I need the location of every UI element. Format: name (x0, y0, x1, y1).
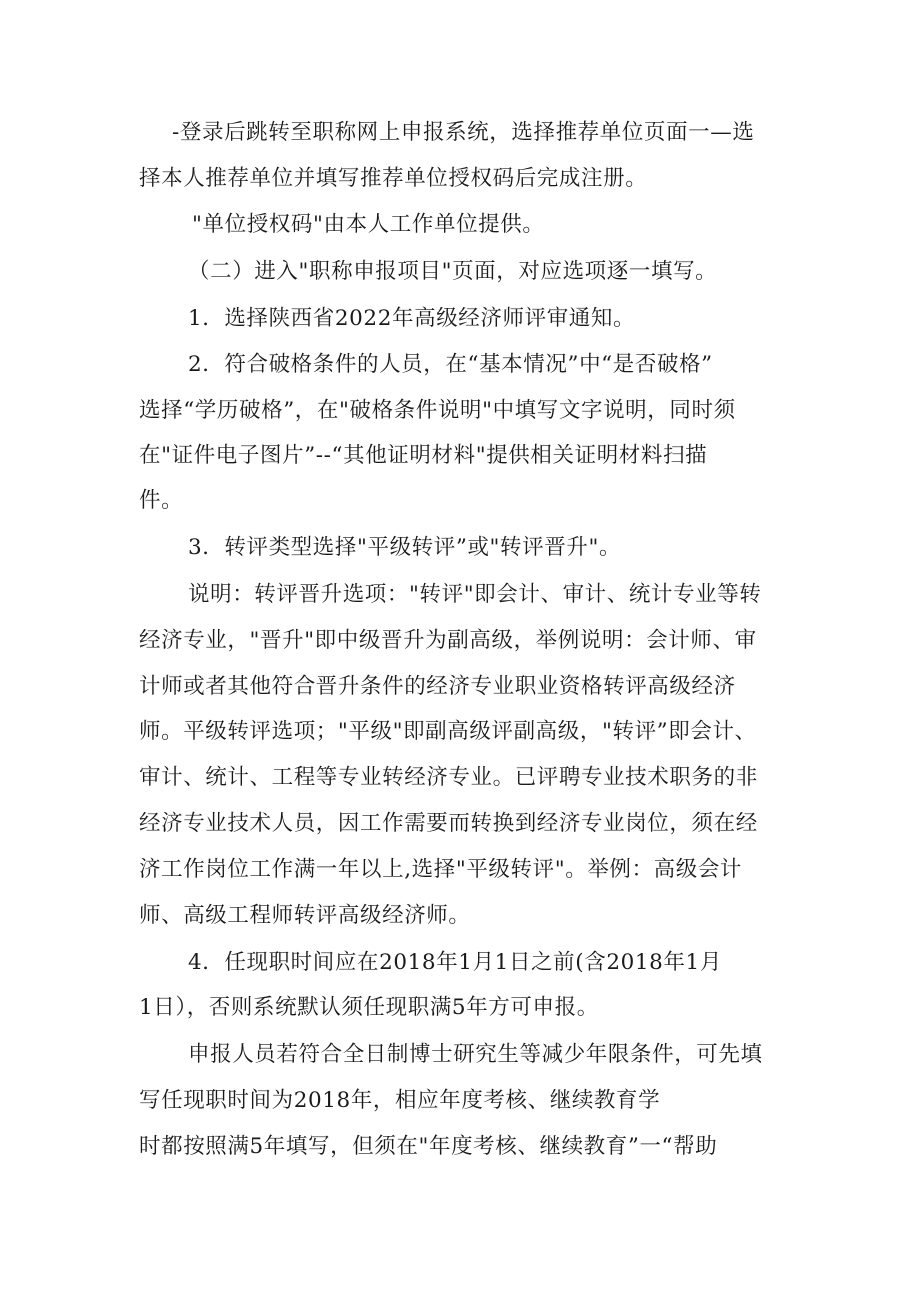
text-line: （二）进入"职称申报项目"页面，对应选项逐一填写。 (188, 259, 718, 284)
text-line: 选择“学历破格”，在"破格条件说明"中填写文字说明，同时须 (139, 398, 736, 423)
text-line: 济工作岗位工作满一年以上,选择"平级转评"。举例：高级会计 (139, 857, 743, 882)
text-line: 4．任现职时间应在2018年1月1日之前(含2018年1月 (188, 950, 722, 975)
text-line: 师、高级工程师转评高级经济师。 (139, 903, 471, 928)
text-line: 说明：转评晋升选项："转评"即会计、审计、统计专业等转 (188, 582, 762, 607)
text-line: 计师或者其他符合晋升条件的经济专业职业资格转评高级经济 (139, 674, 736, 699)
text-line: 申报人员若符合全日制博士研究生等减少年限条件，可先填 (188, 1042, 763, 1067)
text-line: 写任现职时间为2018年，相应年度考核、继续教育学 (139, 1088, 661, 1113)
text-line: 经济专业技术人员，因工作需要而转换到经济专业岗位，须在经 (139, 811, 758, 836)
text-line: 审计、统计、工程等专业转经济专业。已评聘专业技术职务的非 (139, 765, 758, 790)
text-line: 1．选择陕西省2022年高级经济师评审通知。 (188, 306, 636, 331)
text-line: 在"证件电子图片”--“其他证明材料"提供相关证明材料扫描 (139, 443, 708, 468)
text-line: 择本人推荐单位并填写推荐单位授权码后完成注册。 (139, 166, 648, 191)
text-line: 经济专业，"晋升"即中级晋升为副高级，举例说明：会计师、审 (139, 628, 757, 653)
text-line: "单位授权码"由本人工作单位提供。 (192, 212, 545, 237)
text-line: 时都按照满5年填写，但须在"年度考核、继续教育”一“帮助 (139, 1134, 718, 1159)
text-line: 师。平级转评选项；"平级"即副高级评副高级，"转评”即会计、 (139, 719, 757, 744)
text-line: 2．符合破格条件的人员，在“基本情况”中“是否破格” (188, 352, 713, 377)
text-line: 3．转评类型选择"平级转评”或"转评晋升"。 (188, 535, 622, 560)
text-line: 件。 (139, 488, 184, 513)
text-line: 1日），否则系统默认须任现职满5年方可申报。 (139, 995, 599, 1020)
text-line: -登录后跳转至职称网上申报系统，选择推荐单位页面一—选 (172, 120, 755, 145)
